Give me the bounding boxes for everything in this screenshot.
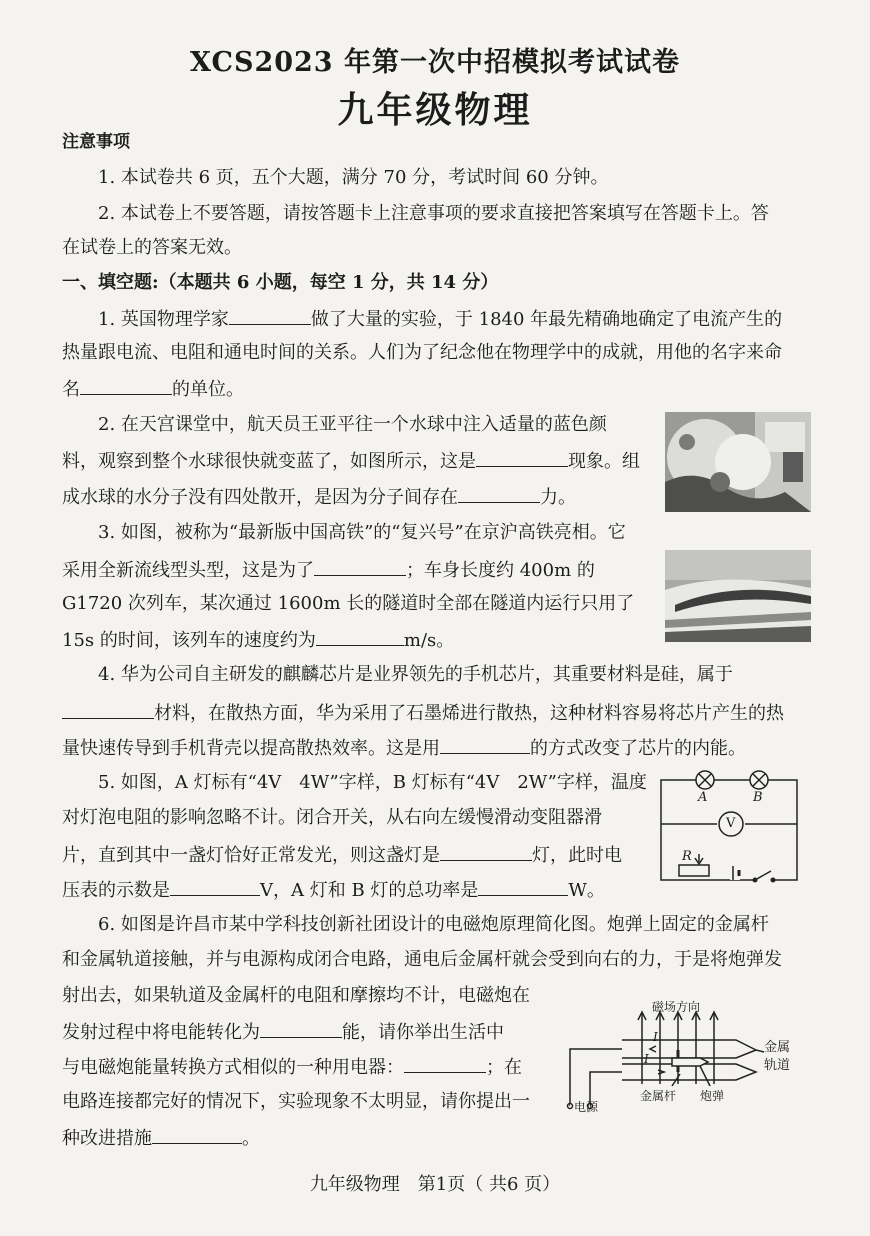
q3-line-1: 3. 如图，被称为“最新版中国高铁”的“复兴号”在京沪高铁亮相。它 [98, 522, 626, 543]
q2-text-b1: 料，观察到整个水球很快就变蓝了，如图所示，这是 [62, 451, 476, 472]
q2-text-c2: 力。 [540, 487, 576, 508]
q3-text-d2: m/s。 [403, 630, 455, 651]
q1-text-c1: 名 [62, 379, 80, 400]
q1-line-1 [98, 306, 782, 332]
q3-blank-2[interactable] [316, 627, 404, 646]
q2-blank-1[interactable] [476, 448, 568, 467]
q4-text-c1: 量快速传导到手机背壳以提高散热效率。这是用 [62, 738, 440, 759]
high-speed-train-photo [665, 550, 811, 642]
q6-text-d1: 发射过程中将电能转化为 [62, 1022, 260, 1043]
shell-label: 炮弹 [700, 1089, 725, 1103]
q5-line-2: 对灯泡电阻的影响忽略不计。闭合开关，从右向左缓慢滑动变阻器滑 [62, 807, 602, 828]
q4-line-2 [62, 700, 784, 726]
notes-item-2: 2. 本试卷上不要答题，请按答题卡上注意事项的要求直接把答案填写在答题卡上。答 [98, 203, 769, 224]
q4-line-1: 4. 华为公司自主研发的麒麟芯片是业界领先的手机芯片，其重要材料是硅，属于 [98, 664, 733, 685]
q2-line-1: 2. 在天宫课堂中，航天员王亚平往一个水球中注入适量的蓝色颜 [98, 414, 607, 435]
rod-label: 金属杆 [640, 1089, 677, 1103]
q5-circuit-diagram [655, 766, 805, 888]
q4-line-3 [62, 735, 746, 761]
q5-text-c1: 片，直到其中一盏灯恰好正常发光，则这盏灯是 [62, 845, 440, 866]
q3-line-3: G1720 次列车，某次通过 1600m 长的隧道时全部在隧道内运行只用了 [62, 593, 635, 614]
q6-text-e1: 与电磁炮能量转换方式相似的一种用电器： [62, 1057, 404, 1078]
q5-blank-3[interactable] [478, 877, 568, 896]
q5-text-d2: V，A 灯和 B 灯的总功率是 [260, 880, 479, 901]
q5-text-d1: 压表的示数是 [62, 880, 170, 901]
q6-text-d2: 能，请你举出生活中 [342, 1022, 504, 1043]
q1-text-c2: 的单位。 [172, 379, 244, 400]
q6-text-g1: 种改进措施 [62, 1128, 152, 1149]
q2-blank-2[interactable] [458, 484, 540, 503]
q5-line-1: 5. 如图，A 灯标有“4V 4W”字样，B 灯标有“4V 2W”字样，温度 [98, 772, 647, 793]
voltmeter-label: V [726, 816, 736, 831]
q1-line-3 [62, 376, 244, 402]
q4-blank-2[interactable] [440, 735, 530, 754]
q1-text-a2: 做了大量的实验，于 1840 年最先精确地确定了电流产生的 [310, 309, 783, 330]
q6-blank-2[interactable] [404, 1054, 486, 1073]
lamp-b-label: B [753, 790, 763, 805]
q1-line-2: 热量跟电流、电阻和通电时间的关系。人们为了纪念他在物理学中的成就，用他的名字来命 [62, 342, 782, 363]
railgun-diagram [560, 1000, 810, 1118]
q3-text-d1: 15s 的时间，该列车的速度约为 [62, 630, 316, 651]
q5-line-3 [62, 842, 622, 868]
section-1-heading: 一、填空题:（本题共 6 小题，每空 1 分，共 14 分） [62, 272, 499, 293]
lamp-a-label: A [698, 790, 708, 805]
q6-line-4 [62, 1019, 504, 1045]
rail-label-2: 轨道 [764, 1058, 791, 1073]
notes-heading: 注意事项 [62, 132, 130, 152]
q3-text-b2: ；车身长度约 400m 的 [406, 560, 595, 581]
q2-text-c1: 成水球的水分子没有四处散开，是因为分子间存在 [62, 487, 458, 508]
q2-line-3 [62, 484, 576, 510]
notes-item-1: 1. 本试卷共 6 页，五个大题，满分 70 分，考试时间 60 分钟。 [98, 167, 609, 188]
q5-blank-2[interactable] [170, 877, 260, 896]
q6-text-e2: ；在 [486, 1057, 522, 1078]
q6-line-3: 射出去，如果轨道及金属杆的电阻和摩擦均不计，电磁炮在 [62, 985, 530, 1006]
q6-line-5 [62, 1054, 522, 1080]
q3-text-b1: 采用全新流线型头型，这是为了 [62, 560, 314, 581]
q4-text-b2: 材料，在散热方面，华为采用了石墨烯进行散热，这种材料容易将芯片产生的热 [154, 703, 784, 724]
q2-line-2 [62, 448, 640, 474]
q6-line-2: 和金属轨道接触，并与电源构成闭合电路，通电后金属杆就会受到向右的力，于是将炮弹发 [62, 949, 782, 970]
q1-blank-2[interactable] [80, 376, 172, 395]
power-source-label: 电源 [574, 1100, 599, 1114]
q5-line-4 [62, 877, 605, 903]
current-label-bottom: I [644, 1052, 649, 1066]
exam-title: XCS2023 年第一次中招模拟考试试卷 [189, 47, 680, 78]
q2-text-b2: 现象。组 [568, 451, 640, 472]
q6-text-g2: 。 [242, 1128, 260, 1149]
q5-blank-1[interactable] [440, 842, 532, 861]
q6-line-6: 电路连接都完好的情况下，实验现象不太明显，请你提出一 [62, 1091, 530, 1112]
rheostat-label: R [682, 849, 692, 864]
q5-text-d3: W。 [568, 880, 605, 901]
q1-blank-1[interactable] [229, 306, 311, 325]
q4-text-c2: 的方式改变了芯片的内能。 [530, 738, 746, 759]
q1-text-a1: 1. 英国物理学家 [98, 309, 229, 330]
space-water-ball-photo [665, 412, 811, 512]
q3-line-2 [62, 557, 595, 583]
q4-blank-1[interactable] [62, 700, 154, 719]
q6-line-7 [62, 1125, 260, 1151]
q6-line-1: 6. 如图是许昌市某中学科技创新社团设计的电磁炮原理简化图。炮弹上固定的金属杆 [98, 914, 769, 935]
q5-text-c2: 灯，此时电 [532, 845, 622, 866]
subject-title: 九年级物理 [337, 89, 533, 131]
notes-item-2-cont: 在试卷上的答案无效。 [62, 237, 242, 258]
page-footer: 九年级物理 第1页（ 共6 页） [309, 1174, 561, 1195]
q3-blank-1[interactable] [314, 557, 406, 576]
current-label-top: I [653, 1030, 658, 1044]
q6-blank-1[interactable] [260, 1019, 342, 1038]
q6-blank-3[interactable] [152, 1125, 242, 1144]
q3-line-4 [62, 627, 454, 653]
field-direction-label: 磁场方向 [652, 1000, 701, 1014]
rail-label-1: 金属 [764, 1040, 791, 1055]
